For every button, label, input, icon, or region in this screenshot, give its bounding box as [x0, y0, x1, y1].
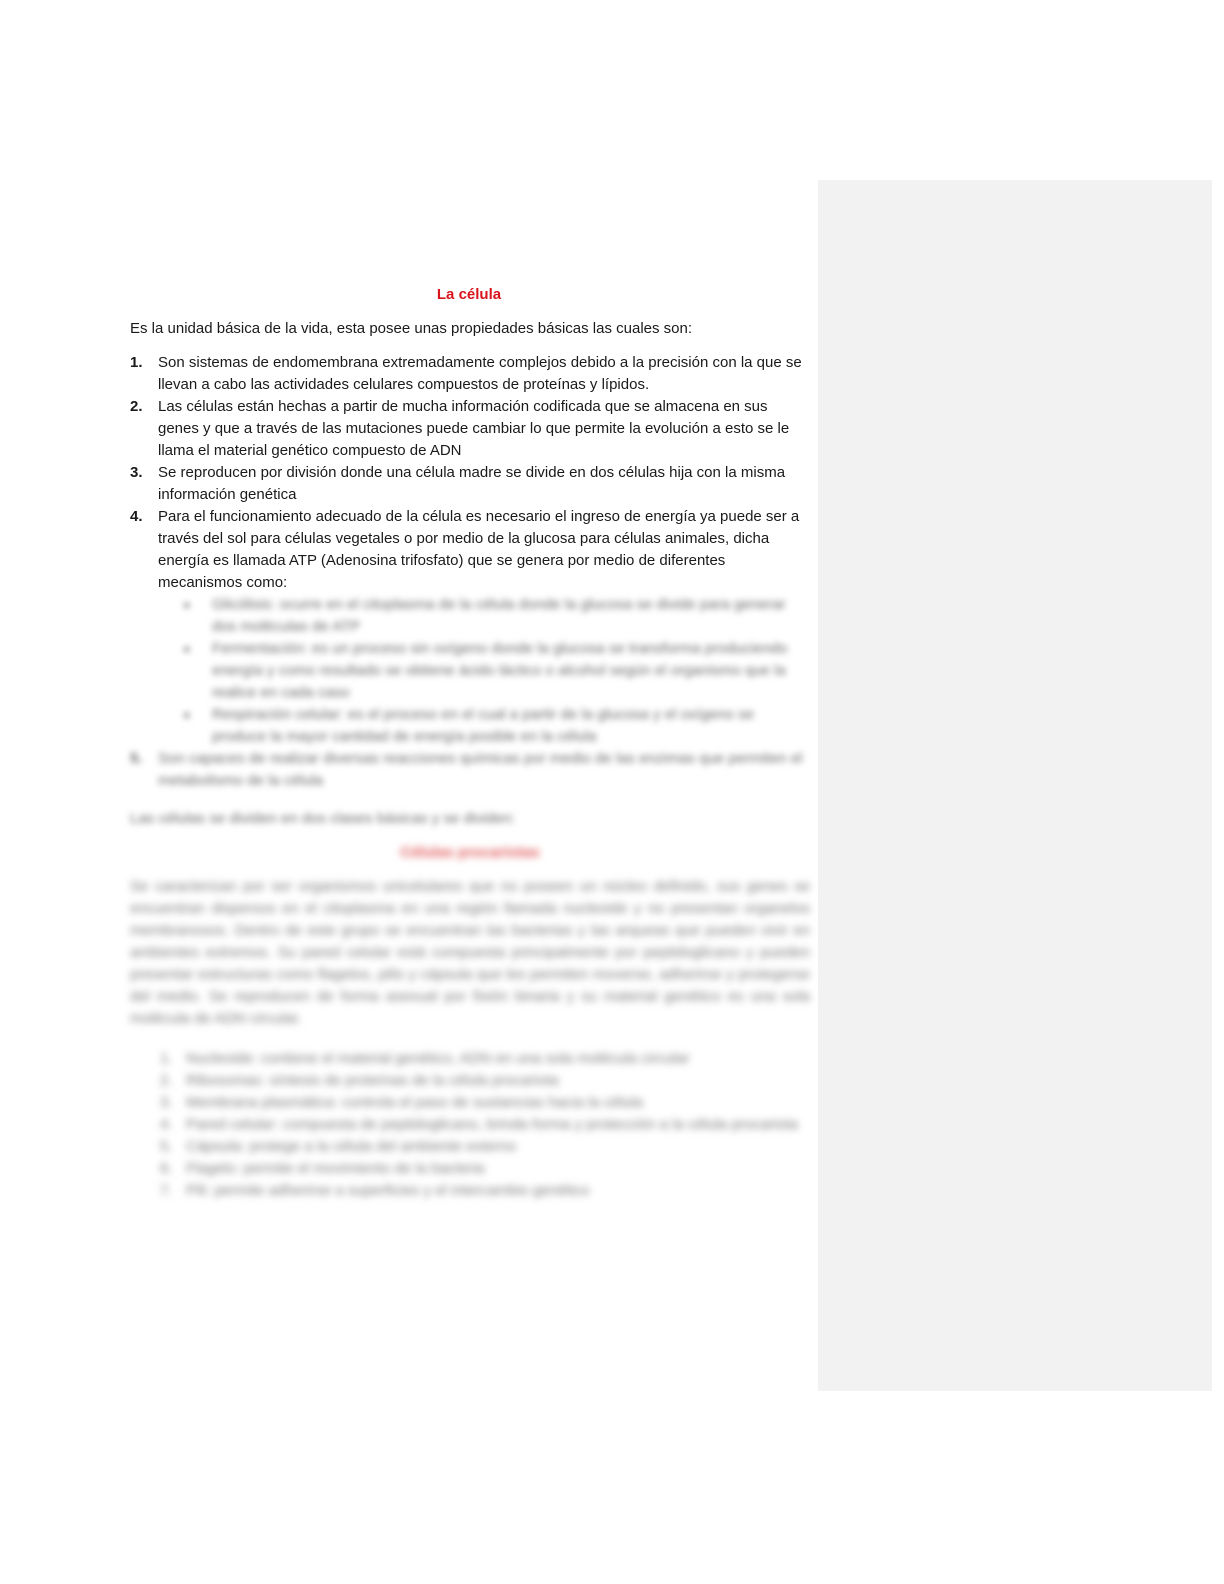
list-item	[130, 352, 810, 396]
list-number: 5.	[130, 750, 143, 767]
list-number: 3.	[160, 1094, 173, 1111]
body-paragraph: Se caracterizan por ser organismos unicelulares que no poseen un núcleo definido, sus genes se encuentran dispersos en el citoplasma en una región llamada nucleoide y no presentan organelos membranosos. Dentro de este grupo se encuentran las bacterias y las arqueas que pueden vivir en ambientes extremos. Su pared celular está compuesta principalmente por peptidoglicano y pueden presentar estructuras como flagelos, pilis y cápsula que les permiten moverse, adherirse y protegerse del medio. Se reproducen de forma asexual por fisión binaria y su material genético es una sola molécula de ADN circular.	[130, 878, 810, 1027]
list-item	[130, 396, 810, 462]
list-item	[184, 594, 810, 638]
list-item-text: Ribosomas: síntesis de proteínas de la célula procariota	[186, 1072, 559, 1089]
list-item-text: Las células están hechas a partir de mucha información codificada que se almacena en sus genes y que a través de las mutaciones puede cambiar lo que permite la evolución a esto se le llama el material genético compuesto de ADN	[158, 398, 790, 459]
list-number: 5.	[160, 1138, 173, 1155]
list-item-text: Glicólisis: ocurre en el citoplasma de la célula donde la glucosa se divide para generar dos moléculas de ATP	[212, 596, 786, 635]
list-item	[160, 1070, 810, 1092]
list-item-text: Son capaces de realizar diversas reacciones químicas por medio de las enzimas que permiten el metabolismo de la célula	[158, 750, 803, 789]
list-item	[160, 1048, 810, 1070]
section-subtitle: Células procariotas	[400, 844, 540, 861]
list-item	[130, 748, 810, 792]
list-number: 7.	[160, 1182, 173, 1199]
list-number: 3.	[130, 464, 143, 481]
list-item	[160, 1114, 810, 1136]
list-number: 4.	[160, 1116, 173, 1133]
list-item-text: Pili: permite adherirse a superficies y el intercambio genético	[186, 1182, 590, 1199]
document-title: La célula	[436, 286, 502, 303]
list-number: 1.	[160, 1050, 173, 1067]
list-item-text: Se reproducen por división donde una célula madre se divide en dos células hija con la misma información genética	[158, 464, 786, 503]
intro-paragraph: Es la unidad básica de la vida, esta posee unas propiedades básicas las cuales son:	[130, 320, 693, 337]
organelles-list	[130, 1048, 810, 1202]
list-number: 2.	[130, 398, 143, 415]
list-number: 4.	[130, 508, 143, 525]
blurred-section	[130, 876, 810, 1202]
list-item-text: Respiración celular: es el proceso en el cual a partir de la glucosa y el oxígeno se produce la mayor cantidad de energía posible en la célula	[212, 706, 754, 745]
list-item	[130, 462, 810, 506]
document-body	[130, 284, 810, 1202]
list-item	[160, 1092, 810, 1114]
list-number: 6.	[160, 1160, 173, 1177]
list-item-text: Para el funcionamiento adecuado de la célula es necesario el ingreso de energía ya puede ser a través del sol para células vegetales o por medio de la glucosa para células animales, dicha energía es llamada ATP (Adenosina trifosfato) que se genera por medio de diferentes mecanismos como:	[158, 508, 800, 591]
properties-list	[130, 352, 810, 594]
list-item	[160, 1180, 810, 1202]
list-item-text: Pared celular: compuesta de peptidoglicano, brinda forma y protección a la célula procariota	[186, 1116, 799, 1133]
blurred-section	[130, 594, 810, 830]
list-item-text: Cápsula: protege a la célula del ambiente externo	[186, 1138, 517, 1155]
list-number: 1.	[130, 354, 143, 371]
list-item-text: Son sistemas de endomembrana extremadamente complejos debido a la precisión con la que se llevan a cabo las actividades celulares compuestos de proteínas y lípidos.	[158, 354, 802, 393]
list-item	[184, 704, 810, 748]
list-item-text: Nucleoide: contiene el material genético, ADN en una sola molécula circular	[186, 1050, 690, 1067]
section-sentence: Las células se dividen en dos clases básicas y se dividen:	[130, 810, 516, 827]
list-item-text: Flagelo: permite el movimiento de la bacteria	[186, 1160, 485, 1177]
list-item	[184, 638, 810, 704]
list-item-text: Membrana plasmática: controla el paso de sustancias hacia la célula	[186, 1094, 643, 1111]
comment-pane	[818, 180, 1212, 1391]
list-item	[160, 1136, 810, 1158]
list-item	[160, 1158, 810, 1180]
mechanisms-list	[130, 594, 810, 748]
list-number: 2.	[160, 1072, 173, 1089]
list-item	[130, 506, 810, 594]
list-item-text: Fermentación: es un proceso sin oxígeno donde la glucosa se transforma produciendo energía y como resultado se obtiene ácido láctico o alcohol según el organismo que la realice en cada caso	[212, 640, 788, 701]
